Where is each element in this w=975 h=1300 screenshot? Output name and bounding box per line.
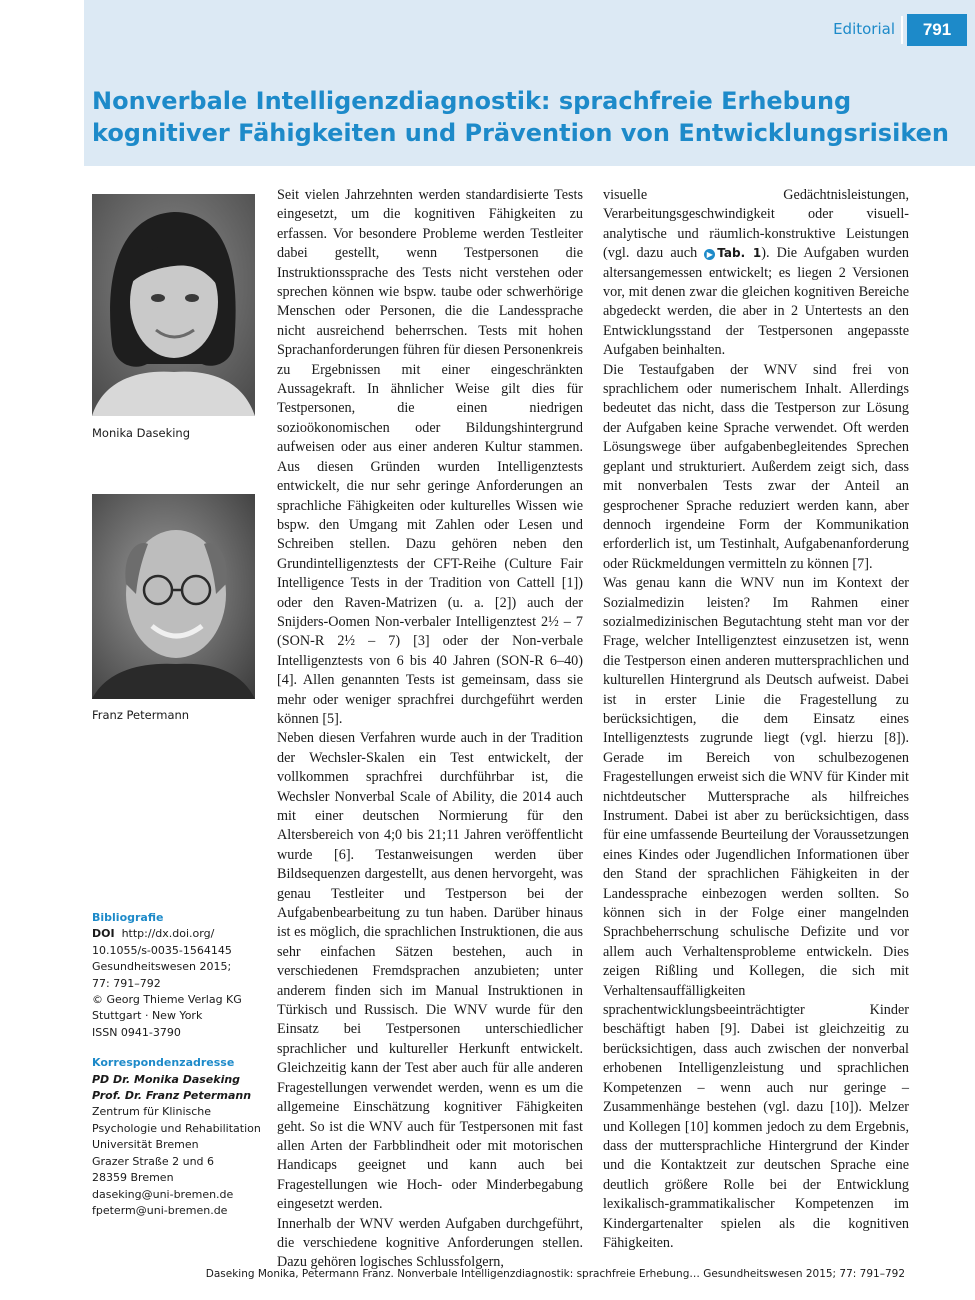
- body-text: ). Die Aufgaben wurden altersangemessen entwickelt; es liegen 2 Versionen vor, mit denen zwar die gleichen kognitiven Bereiche abgedeckt werden, die aber in 2 Untertests an den Entwicklungsstand der Testpersonen angepasste Aufgaben beinhalten.: [603, 245, 909, 359]
- section-label: Editorial: [833, 20, 895, 38]
- author-photo-daseking: [92, 194, 255, 416]
- article-title: Nonverbale Intelligenzdiagnostik: sprachfreie Erhebung kognitiver Fähigkeiten und Prävention von Entwicklungsrisiken: [92, 87, 949, 147]
- bib-line: © Georg Thieme Verlag KG: [92, 993, 242, 1007]
- bib-line: Gesundheitswesen 2015;: [92, 960, 232, 974]
- arrow-right-icon: ▶: [704, 249, 715, 260]
- body-paragraph: Seit vielen Jahrzehnten werden standardisierte Tests eingesetzt, um die kognitiven Fähigkeiten zu erfassen. Vor besondere Probleme werden Testleiter dabei gestellt, wenn Testpersonen die Instruktionssprache des Tests nicht verstehen oder sprechen können wie bspw. taube oder schwerhörige Menschen oder Personen, die die Landessprache nicht ausreichend beherrschen. Tests mit hohen Sprachanforderungen führen für diesen Personenkreis zu Ergebnissen mit einer eingeschränkten Aussagekraft. In ähnlicher Weise gilt dies für Testpersonen, die einen niedrigen sozioökonomischen oder Bildungshintergrund aufweisen oder aus einer anderen Kultur stammen. Aus diesen Gründen wurden Intelligenztests entwickelt, die nur sehr geringe Anforderungen an sprachliche Fähigkeiten oder kulturelles Wissen wie bspw. den Umgang mit Zahlen oder Lesen und Schreiben stellen. Dazu gehören neben den Grundintelligenztests der CFT-Reihe (Culture Fair Intelligence Tests in der Tradition von Cattell [1]) oder den Raven-Matrizen (u. a. [2]) auch der Snijders-Oomen Non-verbaler Intelligenztest 2½ – 7 (SON-R 2½ – 7) [3] oder der Non-verbale Intelligenztests von 6 bis 40 Jahren (SON-R 6–40) [4]. Allen genannten Tests ist gemeinsam, dass sie mehr oder weniger sprachfrei durchgeführt werden können [5].: [277, 187, 583, 727]
- bib-line: ISSN 0941-3790: [92, 1025, 181, 1039]
- header-divider: [901, 16, 903, 44]
- page-number: 791: [907, 14, 967, 46]
- doi-label: DOI: [92, 927, 115, 941]
- email-link[interactable]: daseking@uni-bremen.de: [92, 1187, 234, 1201]
- body-paragraph: Die Testaufgaben der WNV sind frei von sprachlichem oder numerischem Inhalt. Allerdings bedeutet das nicht, dass die Testperson zur Lösung der Aufgaben keine Sprache verwendet. Oft werden Lösungswege über aufgabenbegleitendes Sprechen geplant und strukturiert. Außerdem zeigt sich, dass mit nonverbalen Tests zwar der Anteil an gesprochener Sprache reduziert werden kann, aber dennoch irgendeine Form der Kommunikation erforderlich ist, um Testinhalt, Aufgabenanforderung oder Rückmeldungen vermitteln zu können [7].: [603, 361, 909, 572]
- address-line: Grazer Straße 2 und 6: [92, 1154, 215, 1168]
- body-paragraph: [603, 186, 909, 361]
- body-column-1: [277, 186, 583, 1273]
- body-paragraph: Innerhalb der WNV werden Aufgaben durchgeführt, die verschiedene kognitive Anforderungen stellen. Dazu gehören logisches Schlussfolgern,: [277, 1215, 583, 1271]
- table-reference-link[interactable]: Tab. 1: [717, 246, 762, 261]
- body-column-2: [603, 186, 909, 1253]
- body-text: visuelle Gedächtnisleistungen, Verarbeitungsgeschwindigkeit oder visuell-analytische und räumlich-konstruktive Leistungen (vgl. dazu auch: [603, 187, 909, 262]
- author-photo-petermann: [92, 494, 255, 699]
- sidebar-info: [92, 910, 277, 1219]
- body-paragraph: Was genau kann die WNV nun im Kontext der Sozialmedizin leisten? Im Rahmen einer sozialmedizinischen Begutachtung steht man vor der Frage, welcher Intelligenztest einzusetzen ist, wenn die Testperson einen anderen muttersprachlichen und kulturellen Hintergrund als Deutsch aufweist. Dabei ist in erster Linie die Fragestellung zu berücksichtigen, die dem Einsatz eines Intelligenztests zugrunde liegt (vgl. hierzu [8]). Gerade im Bereich von schulbezogenen Fragestellungen erweist sich die WNV für Kinder mit nichtdeutscher Muttersprache als hilfreiches Instrument. Dabei ist aber zu berücksichtigen, dass für eine umfassende Beurteilung der Voraussetzungen eines Kindes oder Jugendlichen Informationen über den Stand der sprachlichen Fähigkeiten in der Landessprache einbezogen werden sollten. So können sich in der Folge einer mangelnden Sprachbeherrschung schulische Defizite und vor allem auch Verhaltensprobleme entwickeln. Dies zeigen Rißling und Kollegen, die sich mit Verhaltensauffälligkeiten sprachentwicklungsbeeinträchtigter Kinder beschäftigt haben [9]. Dabei ist gleichzeitig zu berücksichtigen, dass auch zwischen der nonverbal erhobenen Intelligenzleistung und sprachlichen Kompetenzen – wenn auch nur geringe – Zusammenhänge bestehen (vgl. dazu [10]). Melzer und Kollegen [10] kommen jedoch zu dem Ergebnis, dass der muttersprachliche Hintergrund der Kinder und die Kontaktzeit zur deutschen Sprache eine deutlich größere Rolle bei der Entwicklung lexikalisch-grammatikalischer Kompetenzen im Kindergartenalter spielen als die kognitiven Fähigkeiten.: [603, 575, 909, 1251]
- email-link[interactable]: fpeterm@uni-bremen.de: [92, 1203, 228, 1217]
- bib-line: 77: 791–792: [92, 976, 161, 990]
- doi-url[interactable]: http://dx.doi.org/: [121, 927, 215, 941]
- page-footer-citation: Daseking Monika, Petermann Franz. Nonverbale Intelligenzdiagnostik: sprachfreie Erhebung… Gesundheitswesen 2015; 77: 791–792: [205, 1268, 905, 1280]
- bib-line: Stuttgart · New York: [92, 1009, 203, 1023]
- address-line: Zentrum für Klinische: [92, 1105, 212, 1119]
- address-line: Psychologie und Rehabilitation: [92, 1121, 261, 1135]
- author-caption-petermann: Franz Petermann: [92, 708, 190, 722]
- correspondence-heading: Korrespondenzadresse: [92, 1056, 235, 1070]
- address-line: Universität Bremen: [92, 1138, 199, 1152]
- doi-id: 10.1055/s-0035-1564145: [92, 943, 232, 957]
- address-line: 28359 Bremen: [92, 1171, 174, 1185]
- correspondence-name: Prof. Dr. Franz Petermann: [92, 1089, 252, 1103]
- bibliography-heading: Bibliografie: [92, 911, 164, 924]
- doi-line: [92, 926, 277, 942]
- body-paragraph: Neben diesen Verfahren wurde auch in der Tradition der Wechsler-Skalen ein Test entwickelt, der vollkommen sprachfrei durchführbar ist, die Wechsler Nonverbal Scale of Ability, die 2014 auch mit einer deutschen Normierung für den Altersbereich von 4;0 bis 21;11 Jahren veröffentlicht wurde [6]. Testanweisungen werden über Bildsequenzen dargestellt, aus denen hervorgeht, was genau Testleiter und Testperson bei der Aufgabenbearbeitung zu tun haben. Darüber hinaus ist es möglich, die sprachlichen Instruktionen, die aus sehr einfachen Sätzen bestehen, auch in verschiedenen Fremdsprachen anzubieten; unter anderem finden sich im Manual Instruktionen in Türkisch und Russisch. Die WNV wurde für den Einsatz bei Testpersonen unterschiedlicher sprachlicher und kultureller Herkunft entwickelt. Gleichzeitig kann der Test aber auch für alle anderen Fragestellungen verwendet werden, wenn es um die allgemeine Einschätzung kognitiver Fähigkeiten geht. So ist die WNV auch für Testpersonen mit fast allen Arten der Farbblindheit oder mit motorischen Handicaps geeignet und kann auch bei Fragestellungen wie Hoch- oder Minderbegabung eingesetzt werden.: [277, 730, 583, 1213]
- correspondence-name: PD Dr. Monika Daseking: [92, 1072, 241, 1086]
- author-caption-daseking: Monika Daseking: [92, 426, 191, 440]
